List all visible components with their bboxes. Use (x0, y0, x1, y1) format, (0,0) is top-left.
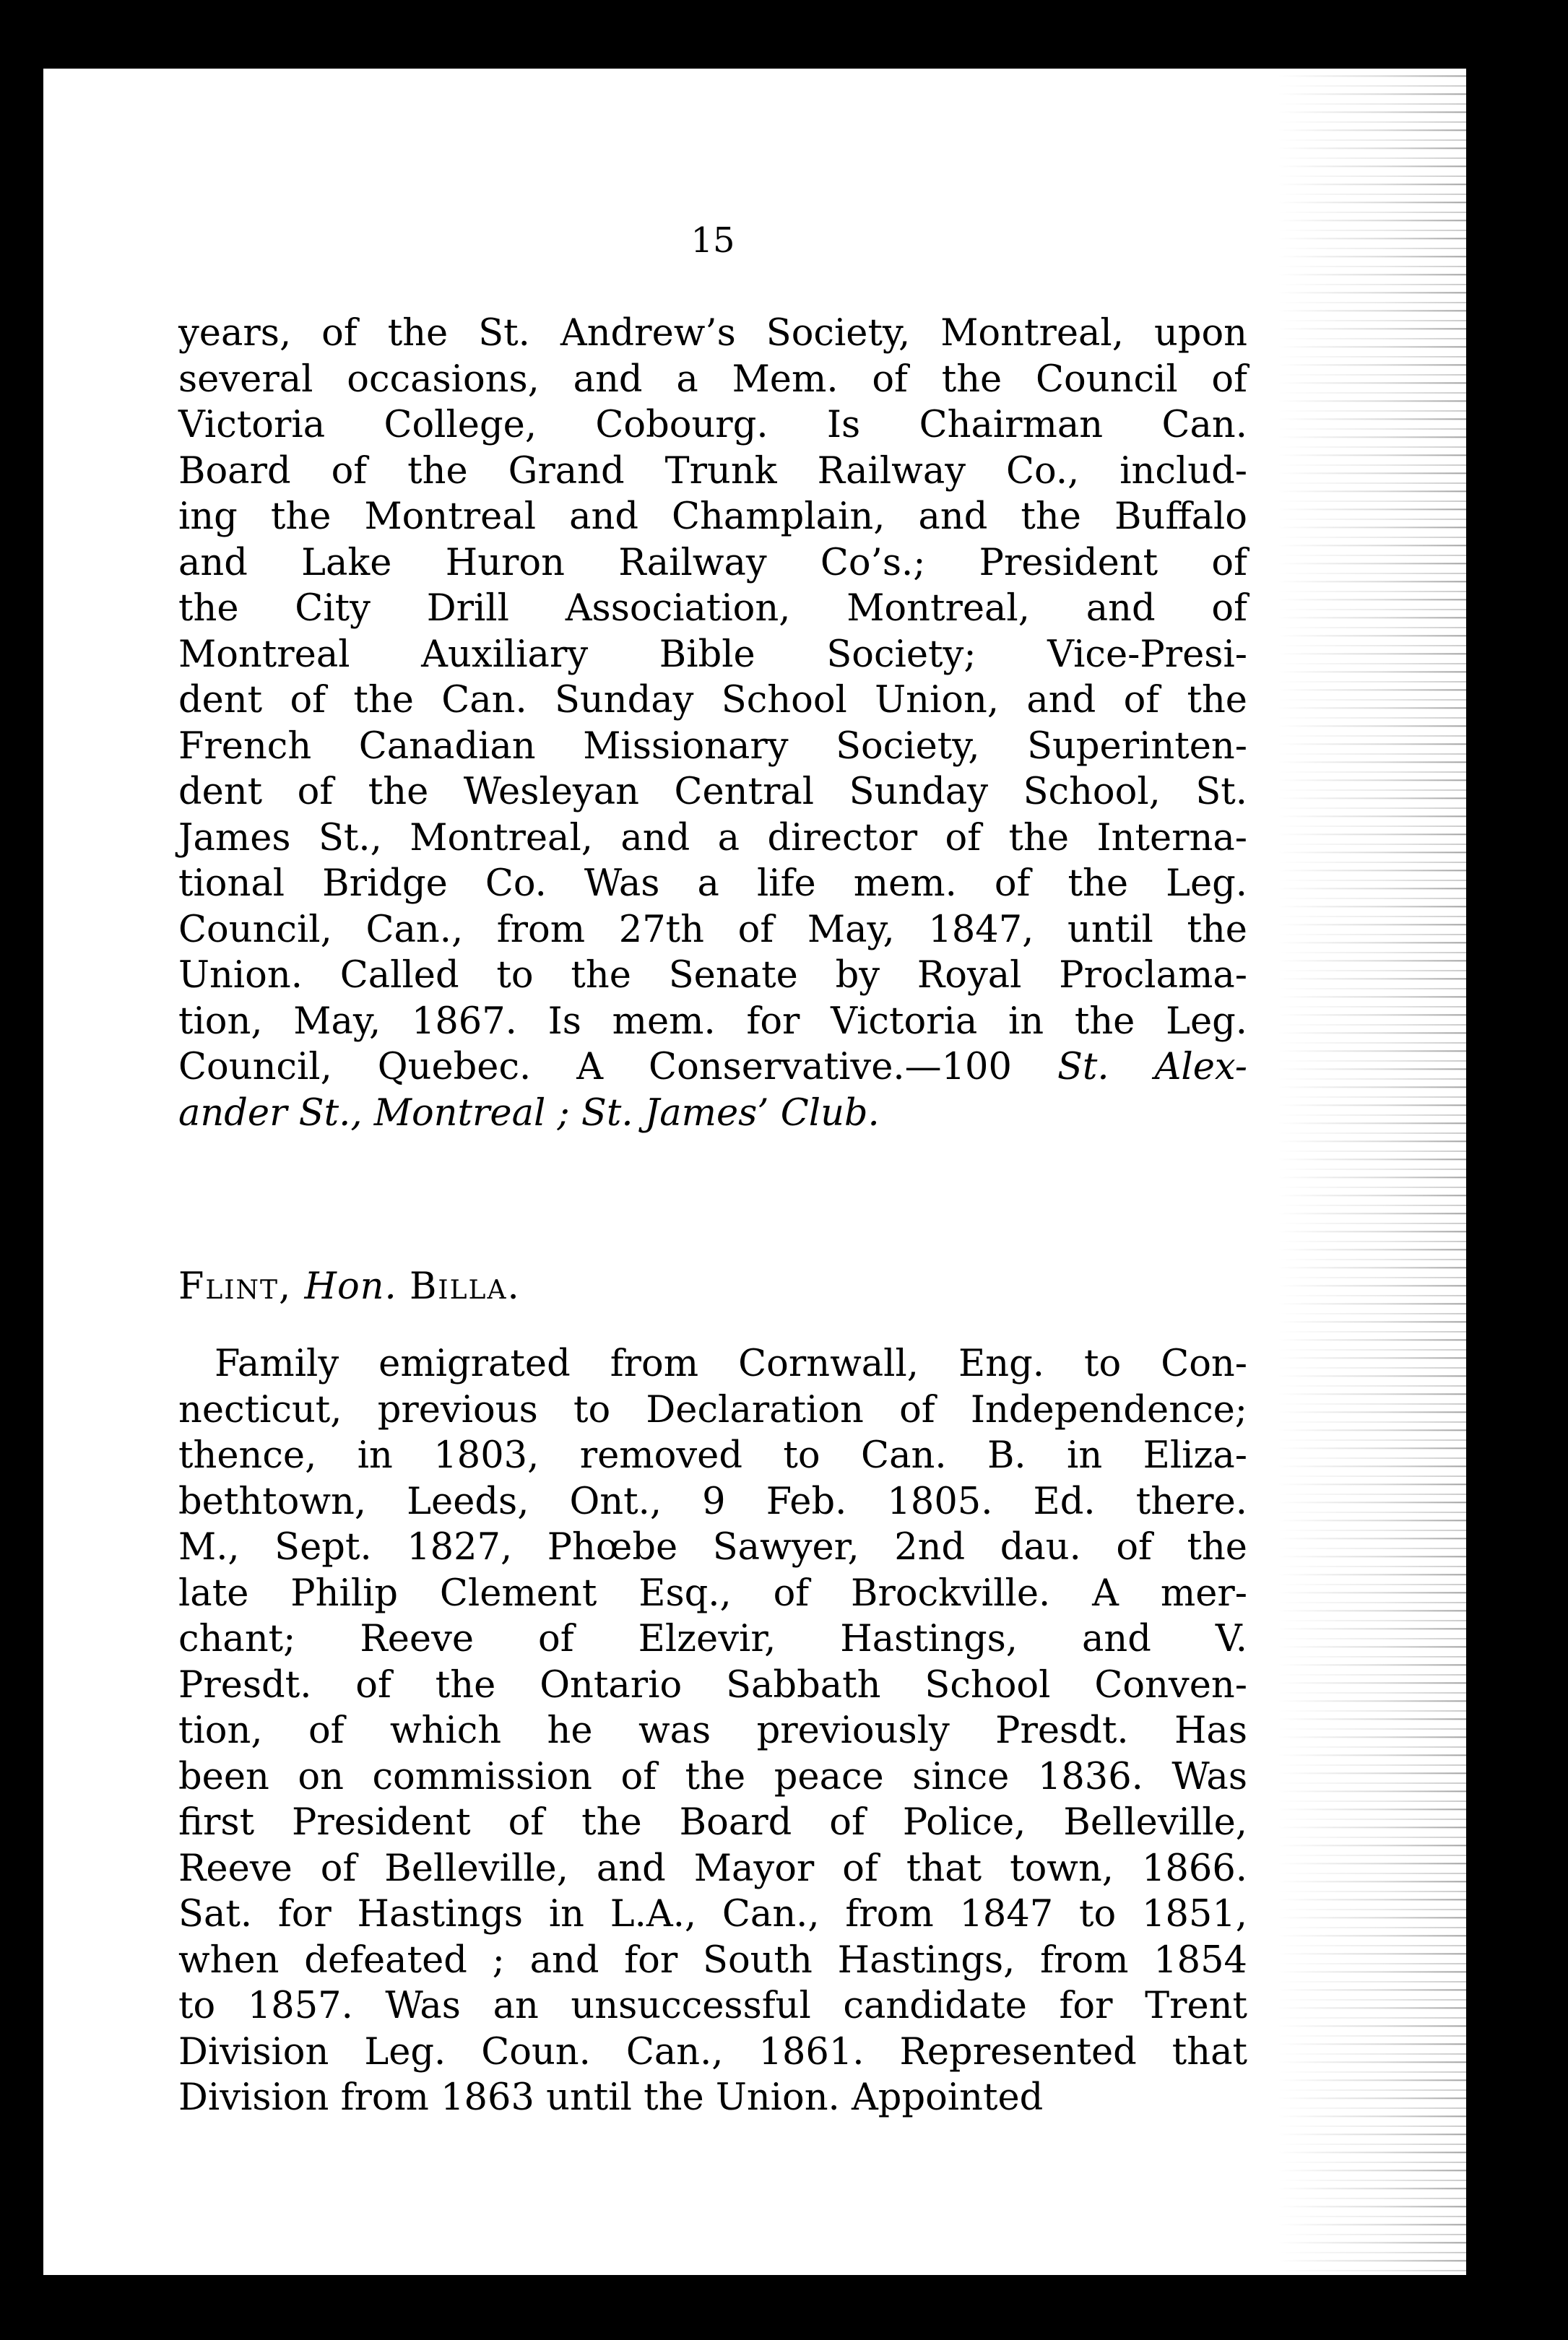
entry-given-name: Billa. (409, 1265, 521, 1308)
text-line: several occasions, and a Mem. of the Council of (178, 358, 1247, 401)
address-italic: ander St., Montreal ; St. James’ Club. (178, 1091, 880, 1135)
text-line: Sat. for Hastings in L.A., Can., from 1847 to 1851, (178, 1893, 1247, 1936)
text-line: late Philip Clement Esq., of Brockville. A mer- (178, 1572, 1247, 1615)
text-line: Victoria College, Cobourg. Is Chairman Can. (178, 404, 1247, 446)
text-line: James St., Montreal, and a director of the Interna- (178, 816, 1247, 859)
entry-honorific: Hon. (304, 1265, 397, 1308)
text-line: when defeated ; and for South Hastings, from 1854 (178, 1938, 1247, 1982)
paragraph-1 (178, 311, 1247, 1136)
entry-surname: Flint, (178, 1265, 293, 1308)
text-line: Board of the Grand Trunk Railway Co., includ- (178, 449, 1247, 493)
page-number: 15 (690, 220, 735, 261)
text-line: necticut, previous to Declaration of Independence; (178, 1388, 1247, 1431)
text-line: tion, of which he was previously Presdt. Has (178, 1710, 1247, 1752)
text-line: M., Sept. 1827, Phœbe Sawyer, 2nd dau. of the (178, 1526, 1247, 1569)
text-line: bethtown, Leeds, Ont., 9 Feb. 1805. Ed. there. (178, 1480, 1247, 1523)
text-line: thence, in 1803, removed to Can. B. in Eliza- (178, 1434, 1247, 1477)
text-line: French Canadian Missionary Society, Superinten- (178, 724, 1247, 768)
text-segment: Council, Quebec. A Conservative.—100 (178, 1046, 1012, 1088)
book-page (43, 69, 1466, 2275)
text-line: chant; Reeve of Elzevir, Hastings, and V. (178, 1618, 1247, 1660)
text-line: tion, May, 1867. Is mem. for Victoria in the Leg. (178, 1000, 1247, 1043)
text-line-address (178, 1091, 1247, 1137)
text-line: Council, Can., from 27th of May, 1847, until the (178, 908, 1247, 951)
address-italic: St. Alex- (1057, 1046, 1247, 1088)
text-line: tional Bridge Co. Was a life mem. of the Leg. (178, 862, 1247, 905)
text-line: been on commission of the peace since 1836. Was (178, 1755, 1247, 1798)
text-line: first President of the Board of Police, Belleville, (178, 1801, 1247, 1844)
text-line: Division Leg. Coun. Can., 1861. Represented that (178, 2030, 1247, 2074)
text-line-with-address (178, 1044, 1247, 1091)
text-line: dent of the Wesleyan Central Sunday School, St. (178, 771, 1247, 813)
text-line: the City Drill Association, Montreal, and of (178, 587, 1247, 630)
text-line: Family emigrated from Cornwall, Eng. to Con- (215, 1343, 1247, 1385)
entry-heading (178, 1264, 521, 1310)
text-line: Presdt. of the Ontario Sabbath School Conven- (178, 1663, 1247, 1707)
text-line: ing the Montreal and Champlain, and the Buffalo (178, 495, 1247, 538)
text-line: Montreal Auxiliary Bible Society; Vice-Presi- (178, 633, 1247, 676)
text-line: to 1857. Was an unsuccessful candidate for Trent (178, 1985, 1247, 2027)
text-line: years, of the St. Andrew’s Society, Montreal, upon (178, 312, 1247, 355)
paragraph-2 (178, 1341, 1247, 2121)
page-edge-fade (1278, 69, 1466, 2275)
text-line: Division from 1863 until the Union. Appointed (178, 2076, 1044, 2119)
text-line: dent of the Can. Sunday School Union, and of the (178, 679, 1247, 722)
text-line: and Lake Huron Railway Co’s.; President of (178, 541, 1247, 584)
text-line: Union. Called to the Senate by Royal Proclama- (178, 954, 1247, 997)
text-line: Reeve of Belleville, and Mayor of that town, 1866. (178, 1847, 1247, 1890)
